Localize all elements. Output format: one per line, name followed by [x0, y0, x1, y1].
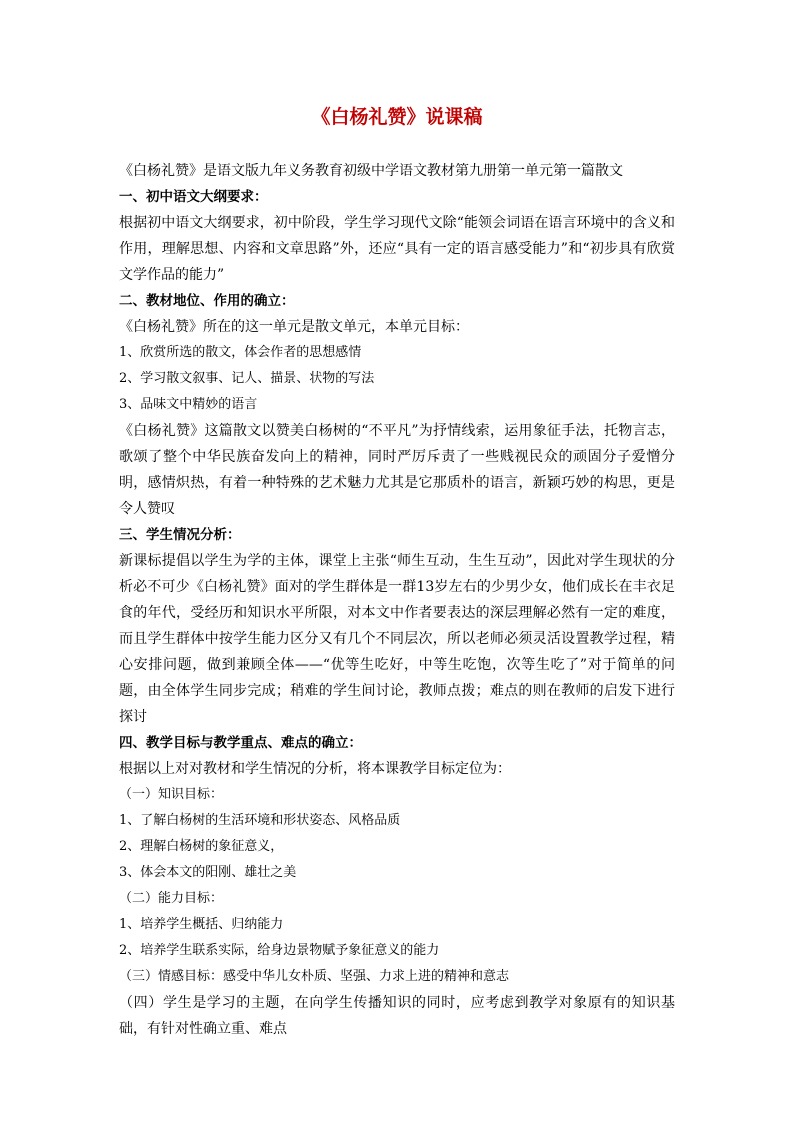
list-item: 2、学习散文叙事、记人、描景、状物的写法 — [119, 371, 375, 386]
section-heading: 四、教学目标与教学重点、难点的确立： — [119, 735, 362, 751]
list-item: 3、体会本文的阳刚、雄壮之美 — [119, 865, 297, 880]
body-paragraph: 根据以上对对教材和学生情况的分析，将本课教学目标定位为： — [119, 761, 511, 777]
section-heading: 一、初中语文大纲要求： — [119, 189, 268, 205]
body-paragraph: 新课标提倡以学生为学的主体，课堂上主张“师生互动，生生互动”，因此对学生现状的分析必不可少《白杨礼赞》面对的学生群体是一群13岁左右的少男少女，他们成长在丰衣足食的年代，受经历和知识水平所限，对本文中作者要表达的深层理解必然有一定的难度，而且学生群体中按学生能力区分又有几个不同层次，所以老师必须灵活设置教学过程，精心安排问题，做到兼顾全体——“优等生吃好，中等生吃饱，次等生吃了”对于简单的问题，由全体学生同步完成；稍难的学生间讨论，教师点拨；难点的则在教师的启发下进行探讨 — [119, 553, 675, 725]
body-paragraph: 根据初中语文大纲要求，初中阶段，学生学习现代文除“能领会词语在语言环境中的含义和作用，理解思想、内容和文章思路”外，还应“具有一定的语言感受能力”和“初步具有欣赏文学作品的能力” — [119, 215, 675, 283]
list-item: 1、了解白杨树的生活环境和形状姿态、风格品质 — [119, 813, 401, 828]
intro-paragraph: 《白杨礼赞》是语文版九年义务教育初级中学语文教材第九册第一单元第一篇散文 — [119, 163, 623, 179]
body-paragraph: 《白杨礼赞》所在的这一单元是散文单元，本单元目标： — [119, 319, 469, 335]
list-item: 1、欣赏所选的散文，体会作者的思想感情 — [119, 345, 362, 360]
list-item: 2、培养学生联系实际，给身边景物赋予象征意义的能力 — [119, 943, 440, 958]
document-body — [119, 158, 675, 1042]
list-item: 3、品味文中精妙的语言 — [119, 397, 258, 412]
section-heading: 二、教材地位、作用的确立： — [119, 293, 295, 309]
section-heading: 三、学生情况分析： — [119, 527, 241, 543]
body-paragraph: 《白杨礼赞》这篇散文以赞美白杨树的“不平凡”为抒情线索，运用象征手法，托物言志，歌颂了整个中华民族奋发向上的精神，同时严厉斥责了一些贱视民众的顽固分子爱憎分明，感情炽热，有着一种特殊的艺术魅力尤其是它那质朴的语言，新颖巧妙的构思，更是令人赞叹 — [119, 423, 675, 517]
subsection-heading: （二）能力目标： — [119, 891, 224, 906]
subsection-heading: （三）情感目标：感受中华儿女朴质、坚强、力求上进的精神和意志 — [119, 969, 510, 984]
list-item: 2、理解白杨树的象征意义， — [119, 839, 284, 854]
subsection-heading: （一）知识目标： — [119, 787, 224, 802]
body-paragraph: （四）学生是学习的主题，在向学生传播知识的同时，应考虑到教学对象原有的知识基础，有针对性确立重、难点 — [119, 995, 675, 1037]
document-title: 《白杨礼赞》说课稿 — [311, 106, 483, 128]
list-item: 1、培养学生概括、归纳能力 — [119, 917, 284, 932]
